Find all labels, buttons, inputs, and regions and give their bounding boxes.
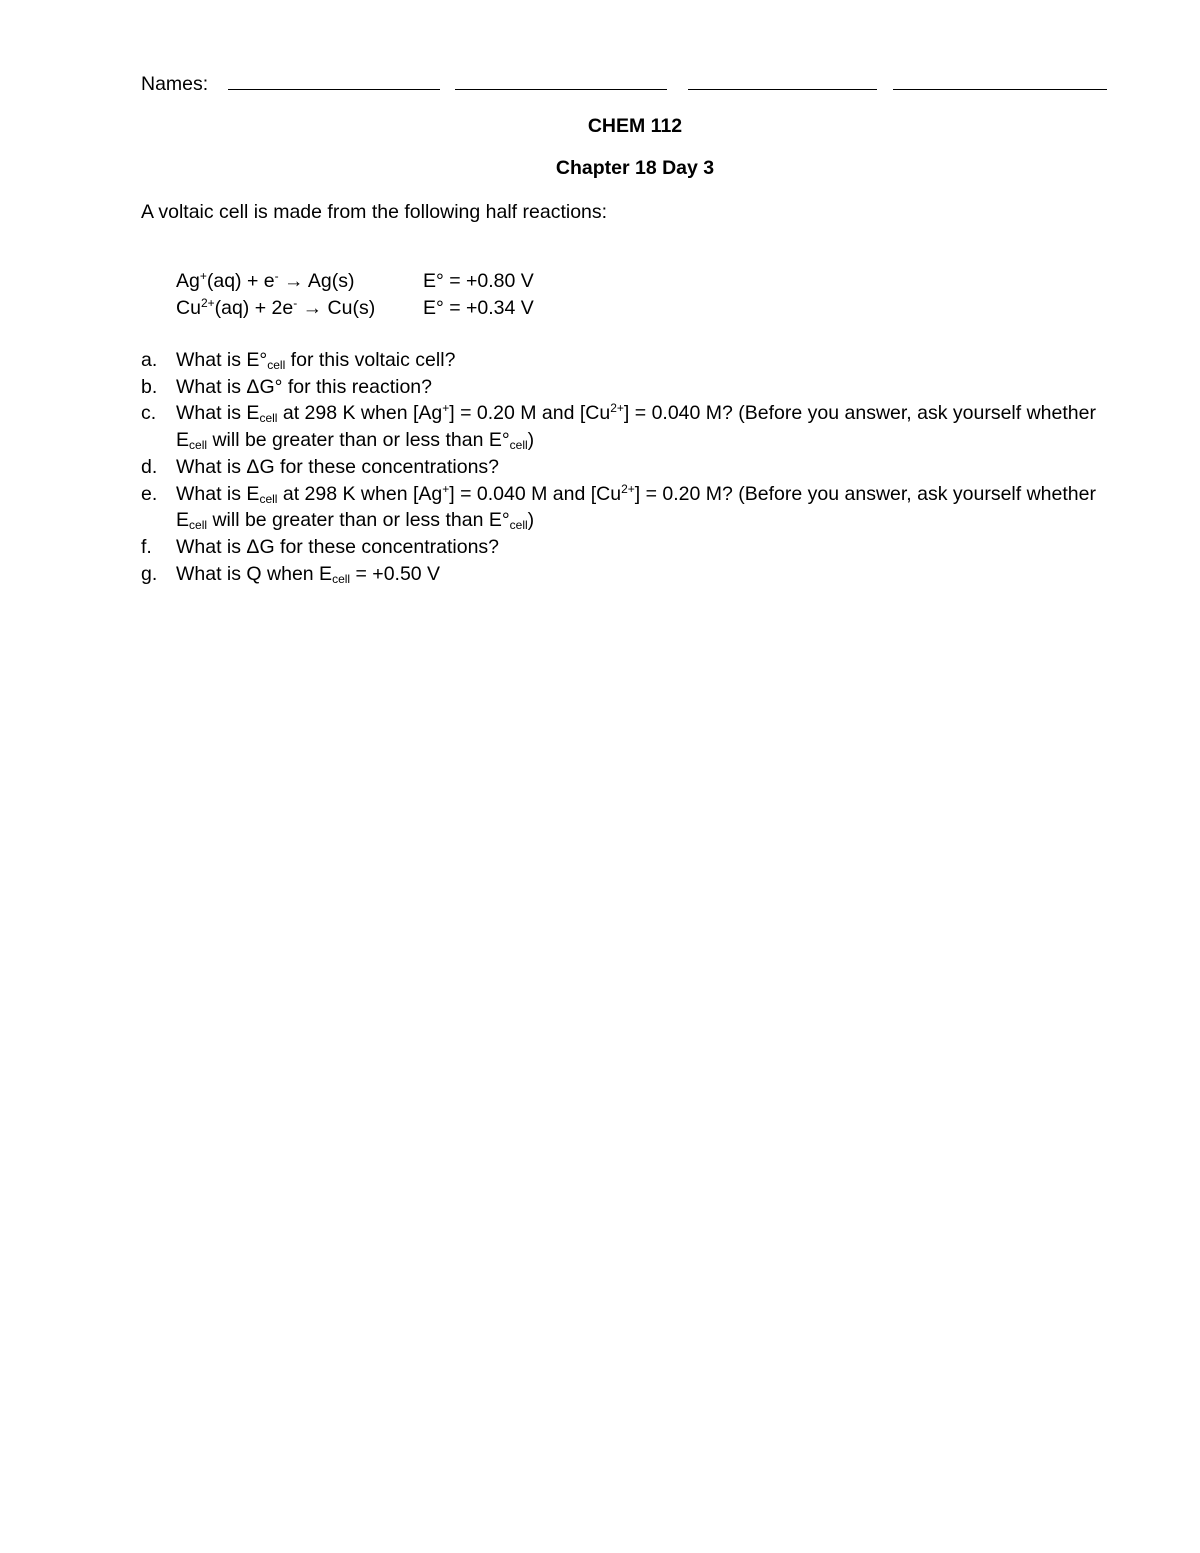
question-letter: b. xyxy=(141,375,158,398)
question-letter: c. xyxy=(141,402,157,425)
name-blank-3[interactable] xyxy=(688,73,877,90)
intro-text: A voltaic cell is made from the following half reactions: xyxy=(141,201,608,223)
question-text: What is ΔG for these concentrations? xyxy=(176,535,500,558)
question-text: What is Q when $E_{cell} = +0.50$ V xyxy=(176,562,441,586)
question-letter: f. xyxy=(141,535,152,558)
names-label: Names: xyxy=(141,73,209,95)
half-reaction-equation: $Cu^{2+}(aq) + 2e^- \to Cu(s)$ xyxy=(176,296,376,319)
reduction-potential: E° = +0.34 V xyxy=(423,297,534,319)
question-item xyxy=(141,561,1131,588)
question-item xyxy=(141,454,1131,481)
names-line xyxy=(141,72,1107,96)
question-text: What is ΔG for these concentrations? xyxy=(176,455,500,478)
half-reaction-equation: Ag+(aq) + e- → Ag(s) xyxy=(176,269,355,292)
question-letter: g. xyxy=(141,562,158,585)
question-letter: a. xyxy=(141,349,158,371)
course-title: CHEM 112 xyxy=(587,115,683,137)
question-text: What is ΔG° for this reaction? xyxy=(176,375,432,398)
question-item xyxy=(141,347,1131,374)
question-text: What is $E_{cell}$ at 298 K when [Ag+] = 0.20 M and $[Cu^{2+}] = 0.040$ M? (Before you answer, ask yourself whether $E_{cell}$ will be greater than or less than $E^\circ_{cell}$) xyxy=(176,401,1096,453)
name-blank-4[interactable] xyxy=(893,73,1107,90)
question-letter: d. xyxy=(141,455,158,478)
question-letter: e. xyxy=(141,482,158,505)
question-item xyxy=(141,400,1131,453)
name-blank-1[interactable] xyxy=(228,73,440,90)
question-item xyxy=(141,534,1131,561)
question-item xyxy=(141,374,1131,401)
question-item xyxy=(141,481,1131,534)
question-text: What is $E_{cell}$ at 298 K when [Ag+] = 0.040 M and $[Cu^{2+}] = 0.20$ M? (Before you answer, ask yourself whether $E_{cell}$ will be greater than or less than $E^\circ_{cell}$) xyxy=(176,481,1096,533)
question-list xyxy=(141,347,1131,587)
name-blank-2[interactable] xyxy=(455,73,667,90)
question-text: What is $E^\circ_{cell}$ for this voltaic cell? xyxy=(176,349,456,372)
chapter-title: Chapter 18 Day 3 xyxy=(555,157,715,179)
reduction-potential: E° = +0.80 V xyxy=(423,270,534,292)
